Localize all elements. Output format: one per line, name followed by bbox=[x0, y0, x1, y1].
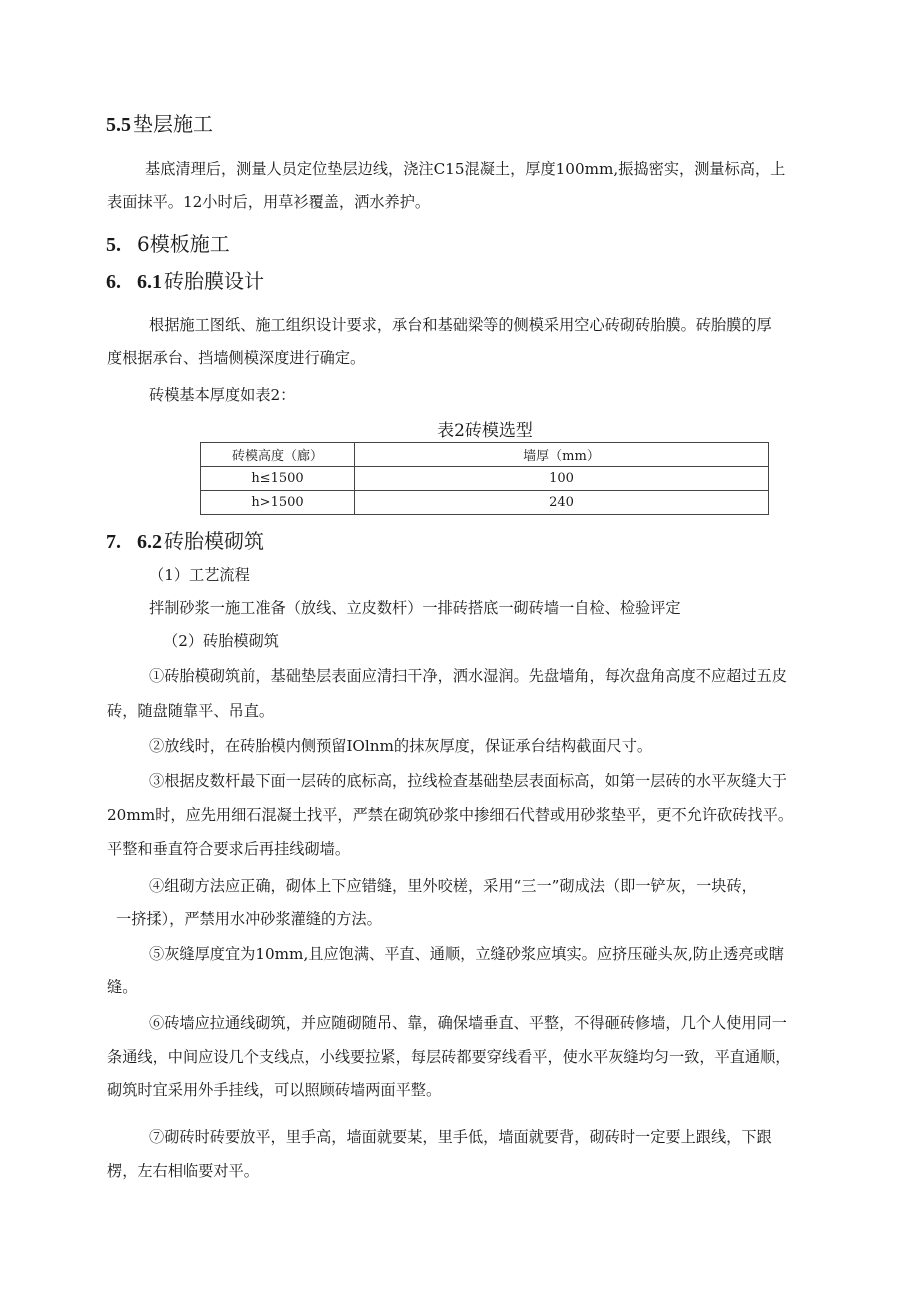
paragraph-line: 平整和垂直符合要求后再挂线砌墙。 bbox=[107, 840, 350, 858]
paragraph-line: 砖，随盘随靠平、吊直。 bbox=[107, 702, 275, 720]
paragraph-line: 表面抹平。12小时后，用草衫覆盖，洒水养护。 bbox=[107, 193, 431, 211]
table-header-row bbox=[201, 443, 769, 467]
paragraph-line: ②放线时，在砖胎模内侧预留IOlnm的抹灰厚度，保证承台结构截面尺寸。 bbox=[149, 737, 653, 755]
table-cell: h≤1500 bbox=[201, 467, 355, 491]
section-heading-6-2 bbox=[106, 525, 264, 554]
subsection-number: 6.1 bbox=[137, 271, 162, 293]
section-title: 6模板施工 bbox=[137, 232, 230, 256]
paragraph-line: 根据施工图纸、施工组织设计要求，承台和基础梁等的侧模采用空心砖砌砖胎膜。砖胎膜的厚 bbox=[149, 316, 772, 334]
section-number: 5.5 bbox=[106, 114, 131, 136]
paragraph-line: 砖模基本厚度如表2： bbox=[149, 386, 296, 404]
table-row bbox=[201, 491, 769, 515]
paragraph-line: 拌制砂浆一施工准备（放线、立皮数杆）一排砖搭底一砌砖墙一自检、检验评定 bbox=[149, 599, 681, 617]
section-heading-5-6 bbox=[106, 228, 230, 257]
section-number: 7. bbox=[106, 531, 121, 553]
paragraph-line: 度根据承台、挡墙侧模深度进行确定。 bbox=[107, 349, 366, 367]
paragraph-line: 基底清理后，测量人员定位垫层边线，浇注C15混凝土，厚度100mm,振捣密实，测量标高，上 bbox=[145, 160, 786, 178]
paragraph-line: 20mm时，应先用细石混凝土找平，严禁在砌筑砂浆中掺细石代替或用砂浆垫平，更不允许砍砖找平。 bbox=[107, 806, 794, 824]
brick-mold-table bbox=[200, 442, 769, 515]
section-title: 砖胎模砌筑 bbox=[164, 529, 264, 553]
paragraph-line: 楞，左右相临要对平。 bbox=[107, 1162, 259, 1180]
subsection-number: 6.2 bbox=[137, 531, 162, 553]
paragraph-line: ⑥砖墙应拉通线砌筑，并应随砌随吊、靠，确保墙垂直、平整，不得砸砖修墙，几个人使用同一 bbox=[149, 1014, 787, 1032]
table-cell: h>1500 bbox=[201, 491, 355, 515]
paragraph-line: 一挤揉），严禁用水冲砂浆灌缝的方法。 bbox=[116, 910, 382, 928]
paragraph-line: 砌筑时宜采用外手挂线，可以照顾砖墙两面平整。 bbox=[107, 1081, 442, 1099]
section-title: 砖胎膜设计 bbox=[164, 269, 264, 293]
header-cell: 墙厚（mm） bbox=[355, 443, 769, 467]
subheading: （2）砖胎模砌筑 bbox=[163, 632, 279, 650]
table-cell: 100 bbox=[355, 467, 769, 491]
section-heading-6-1 bbox=[106, 265, 264, 294]
subheading: （1）工艺流程 bbox=[149, 566, 250, 584]
header-cell: 砖模高度（廊） bbox=[201, 443, 355, 467]
section-heading-5-5 bbox=[106, 108, 213, 137]
paragraph-line: ④组砌方法应正确，砌体上下应错缝，里外咬槎，采用“三一”砌成法（即一铲灰，一块砖， bbox=[149, 877, 757, 895]
section-title: 垫层施工 bbox=[133, 112, 213, 136]
section-number: 5. bbox=[106, 234, 121, 256]
paragraph-line: ③根据皮数杆最下面一层砖的底标高，拉线检查基础垫层表面标高，如第一层砖的水平灰缝大于 bbox=[149, 772, 787, 790]
paragraph-line: ⑦砌砖时砖要放平，里手高，墙面就要某，里手低，墙面就要背，砌砖时一定要上跟线，下跟 bbox=[149, 1128, 772, 1146]
section-number: 6. bbox=[106, 271, 121, 293]
table-cell: 240 bbox=[355, 491, 769, 515]
paragraph-line: ⑤灰缝厚度宜为10mm,且应饱满、平直、通顺，立缝砂浆应填实。应挤压碰头灰,防止透亮或瞎 bbox=[149, 945, 784, 963]
paragraph-line: 条通线，中间应设几个支线点，小线要拉紧，每层砖都要穿线看平，使水平灰缝均匀一致，平直通顺， bbox=[107, 1048, 791, 1066]
table-caption: 表2砖模选型 bbox=[437, 421, 533, 441]
table-row bbox=[201, 467, 769, 491]
paragraph-line: 缝。 bbox=[107, 978, 138, 996]
paragraph-line: ①砖胎模砌筑前，基础垫层表面应清扫干净，洒水湿润。先盘墙角，每次盘角高度不应超过五皮 bbox=[149, 667, 787, 685]
